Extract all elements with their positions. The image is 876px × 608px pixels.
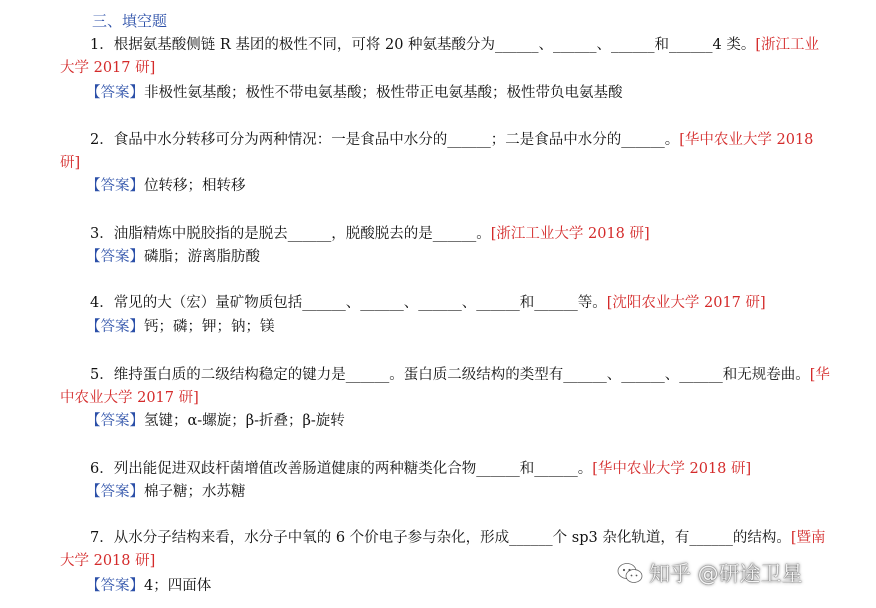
question-source: [浙江工业大学 2018 研] [490, 226, 650, 242]
question-source: [华中农业大学 2018 研] [592, 461, 752, 477]
answer-2 [86, 175, 246, 197]
question-source: [暨南大学 2018 研] [60, 530, 826, 569]
question-text: 油脂精炼中脱胶指的是脱去______，脱酸脱去的是______。 [113, 226, 491, 242]
answer-text: 磷脂；游离脂肪酸 [144, 249, 260, 265]
answer-text: 氢键；α-螺旋；β-折叠；β-旋转 [144, 413, 345, 429]
question-source: [华中农业大学 2018 研] [60, 132, 814, 171]
answer-4 [86, 316, 275, 338]
question-text: 从水分子结构来看，水分子中氧的 6 个价电子参与杂化，形成______个 sp3 杂化轨道，有______的结构。 [113, 530, 791, 546]
answer-5 [86, 410, 345, 432]
answer-text: 位转移；相转移 [144, 178, 246, 194]
question-source: [浙江工业大学 2017 研] [60, 37, 820, 76]
answer-3 [86, 246, 260, 268]
answer-tag: 【答案】 [86, 578, 144, 594]
answer-7 [86, 575, 211, 597]
question-number: 4． [90, 295, 114, 311]
answer-tag: 【答案】 [86, 319, 144, 335]
answer-1 [86, 82, 623, 104]
watermark-text: 知乎 @研途卫星 [649, 562, 803, 586]
section-title: 三、填空题 [92, 12, 168, 30]
answer-text: 非极性氨基酸；极性不带电氨基酸；极性带正电氨基酸；极性带负电氨基酸 [144, 85, 623, 101]
question-number: 3． [90, 226, 114, 242]
answer-text: 棉子糖；水苏糖 [144, 484, 246, 500]
question-4 [60, 292, 830, 315]
answer-tag: 【答案】 [86, 178, 144, 194]
answer-tag: 【答案】 [86, 413, 144, 429]
answer-text: 4；四面体 [144, 578, 212, 594]
question-text: 列出能促进双歧杆菌增值改善肠道健康的两种糖类化合物______和______。 [113, 461, 593, 477]
answer-6 [86, 481, 246, 503]
question-number: 1． [90, 37, 114, 53]
answer-tag: 【答案】 [86, 484, 144, 500]
question-number: 2． [90, 132, 114, 148]
question-text: 维持蛋白质的二级结构稳定的键力是______。蛋白质二级结构的类型有______、______、______和无规卷曲。 [113, 367, 810, 383]
question-1 [60, 34, 830, 80]
question-2 [60, 129, 830, 175]
question-number: 5． [90, 367, 114, 383]
question-text: 常见的大（宏）量矿物质包括______、______、______、______和______等。 [113, 295, 607, 311]
question-number: 6． [90, 461, 114, 477]
watermark [617, 558, 803, 588]
answer-text: 钙；磷；钾；钠；镁 [144, 319, 275, 335]
question-text: 食品中水分转移可分为两种情况：一是食品中水分的______；二是食品中水分的______。 [113, 132, 680, 148]
question-source: [沈阳农业大学 2017 研] [606, 295, 766, 311]
wechat-icon [617, 562, 643, 584]
question-6 [60, 458, 830, 481]
question-number: 7． [90, 530, 114, 546]
question-5 [60, 364, 830, 410]
question-text: 根据氨基酸侧链 R 基团的极性不同，可将 20 种氨基酸分为______、______、______和______4 类。 [113, 37, 756, 53]
question-3 [60, 223, 830, 246]
answer-tag: 【答案】 [86, 85, 144, 101]
question-source: [华中农业大学 2017 研] [60, 367, 830, 406]
answer-tag: 【答案】 [86, 249, 144, 265]
